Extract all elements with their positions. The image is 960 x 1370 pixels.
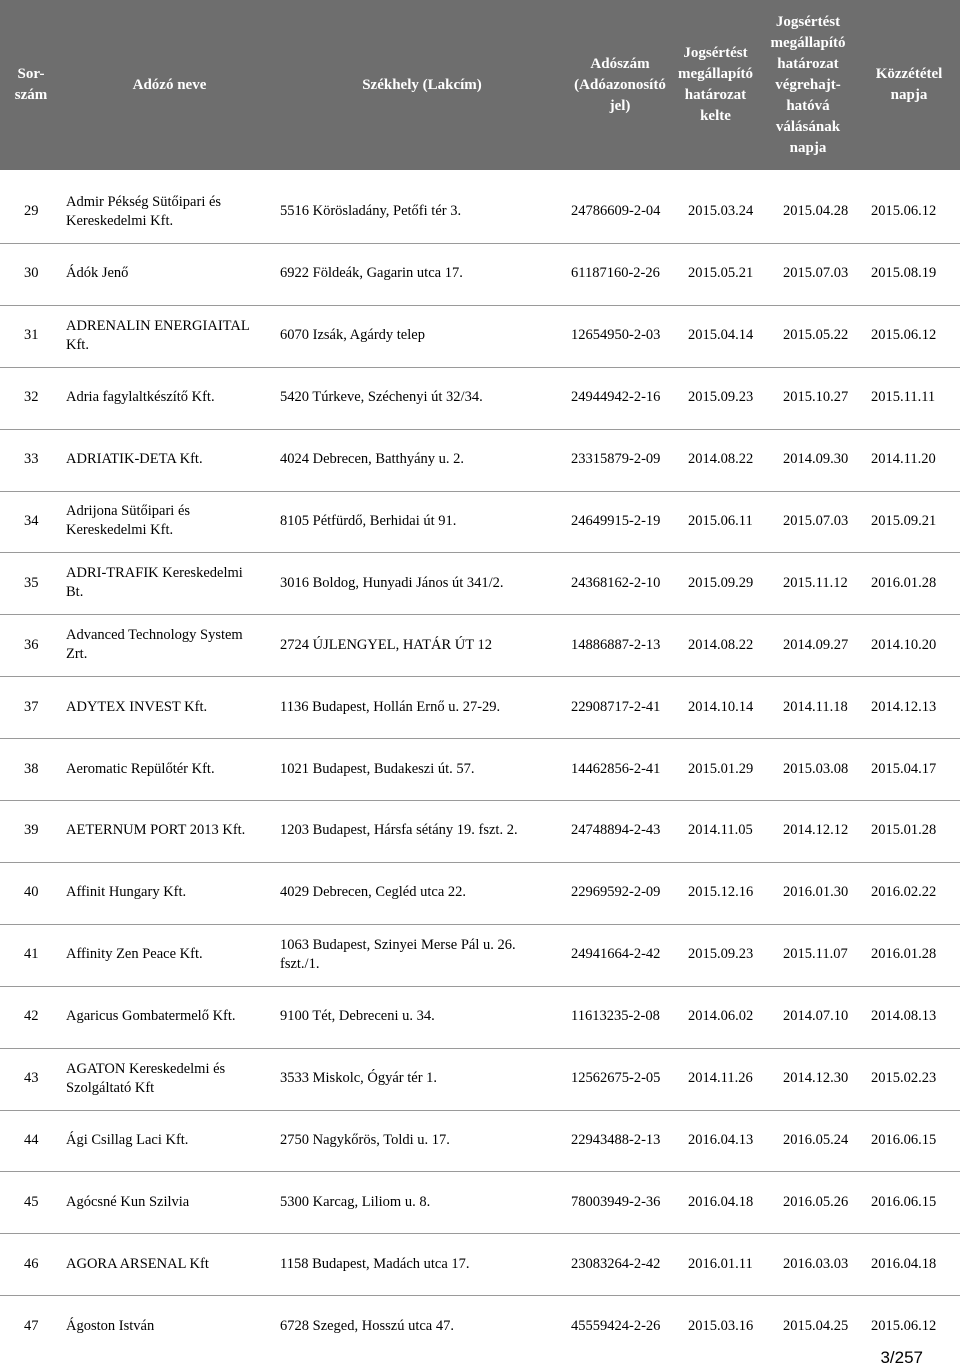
tax-id: 61187160-2-26 (571, 265, 660, 282)
decision-date: 2016.04.13 (688, 1131, 754, 1148)
taxpayer-name: AETERNUM PORT 2013 Kft. (66, 822, 246, 839)
decision-date: 2015.03.16 (688, 1317, 754, 1334)
table-row (0, 1299, 960, 1353)
row-number: 40 (24, 884, 39, 901)
tax-id: 24748894-2-43 (571, 822, 661, 839)
header-publication-date: Közzététel napja (875, 66, 943, 103)
address: 1063 Budapest, Szinyei Merse Pál u. 26. fszt./1. (280, 936, 516, 972)
table-header (0, 0, 960, 170)
row-number: 45 (24, 1193, 39, 1210)
publication-date: 2016.06.15 (871, 1131, 937, 1148)
publication-date: 2016.01.28 (871, 574, 937, 591)
enforceable-date: 2015.05.22 (783, 327, 849, 344)
row-number: 33 (24, 451, 39, 468)
row-divider (0, 800, 960, 801)
enforceable-date: 2014.09.30 (783, 451, 849, 468)
address: 6728 Szeged, Hosszú utca 47. (280, 1317, 454, 1334)
header-taxpayer-name: Adózó neve (132, 76, 207, 93)
row-divider (0, 1171, 960, 1172)
decision-date: 2014.08.22 (688, 451, 754, 468)
tax-id: 24786609-2-04 (571, 203, 661, 220)
tax-id: 12562675-2-05 (571, 1070, 661, 1087)
enforceable-date: 2014.07.10 (783, 1008, 849, 1025)
decision-date: 2016.04.18 (688, 1193, 754, 1210)
taxpayer-name: Advanced Technology System Zrt. (66, 627, 243, 663)
row-number: 36 (24, 636, 39, 653)
address: 3016 Boldog, Hunyadi János út 341/2. (280, 574, 504, 591)
row-number: 42 (24, 1008, 39, 1025)
taxpayer-name: ADRI-TRAFIK Kereskedelmi Bt. (66, 565, 243, 601)
taxpayer-name: Admir Pékség Sütőipari és Kereskedelmi Kft. (66, 193, 222, 229)
decision-date: 2014.11.26 (688, 1070, 753, 1087)
row-divider (0, 243, 960, 244)
decision-date: 2015.01.29 (688, 760, 754, 777)
table-row (0, 1052, 960, 1106)
row-number: 44 (24, 1131, 39, 1148)
enforceable-date: 2015.11.07 (783, 946, 848, 963)
row-divider (0, 738, 960, 739)
tax-id: 22943488-2-13 (571, 1131, 661, 1148)
enforceable-date: 2014.09.27 (783, 636, 849, 653)
address: 5516 Körösladány, Petőfi tér 3. (280, 203, 462, 220)
enforceable-date: 2015.07.03 (783, 512, 849, 529)
enforceable-date: 2015.10.27 (783, 389, 849, 406)
table-row (0, 928, 960, 982)
enforceable-date: 2014.12.12 (783, 822, 849, 839)
decision-date: 2015.06.11 (688, 512, 753, 529)
taxpayer-name: ADRIATIK-DETA Kft. (66, 451, 203, 468)
decision-date: 2015.12.16 (688, 884, 754, 901)
publication-date: 2014.10.20 (871, 636, 937, 653)
decision-date: 2015.09.23 (688, 946, 754, 963)
table-row (0, 371, 960, 425)
taxpayer-name: Ági Csillag Laci Kft. (66, 1131, 189, 1148)
publication-date: 2015.02.23 (871, 1070, 937, 1087)
publication-date: 2016.02.22 (871, 884, 937, 901)
row-divider (0, 367, 960, 368)
enforceable-date: 2015.04.28 (783, 203, 849, 220)
row-divider (0, 491, 960, 492)
decision-date: 2014.08.22 (688, 636, 754, 653)
tax-id: 22908717-2-41 (571, 698, 661, 715)
row-number: 35 (24, 574, 39, 591)
decision-date: 2015.09.29 (688, 574, 754, 591)
table-row (0, 804, 960, 858)
publication-date: 2015.11.11 (871, 389, 936, 406)
taxpayer-name: Adria fagylaltkészítő Kft. (66, 389, 215, 406)
row-divider (0, 429, 960, 430)
taxpayer-name: Agaricus Gombatermelő Kft. (66, 1008, 236, 1025)
tax-id: 45559424-2-26 (571, 1317, 661, 1334)
row-number: 46 (24, 1255, 39, 1272)
address: 5420 Túrkeve, Széchenyi út 32/34. (280, 389, 483, 406)
tax-id: 23315879-2-09 (571, 451, 661, 468)
table-row (0, 866, 960, 920)
table-row (0, 247, 960, 301)
table-row (0, 185, 960, 239)
page-number: 3/257 (880, 1348, 923, 1367)
header-address: Székhely (Lakcím) (362, 76, 482, 93)
publication-date: 2016.04.18 (871, 1255, 937, 1272)
publication-date: 2015.04.17 (871, 760, 937, 777)
publication-date: 2015.06.12 (871, 327, 937, 344)
address: 1136 Budapest, Hollán Ernő u. 27-29. (280, 698, 501, 715)
table-row (0, 742, 960, 796)
enforceable-date: 2015.04.25 (783, 1317, 849, 1334)
address: 1021 Budapest, Budakeszi út. 57. (280, 760, 475, 777)
taxpayer-name: Aeromatic Repülőtér Kft. (66, 760, 215, 777)
row-number: 29 (24, 203, 39, 220)
address: 4029 Debrecen, Cegléd utca 22. (280, 884, 467, 901)
publication-date: 2015.06.12 (871, 1317, 937, 1334)
row-number: 34 (24, 512, 39, 529)
row-number: 38 (24, 760, 39, 777)
table-row (0, 495, 960, 549)
decision-date: 2016.01.11 (688, 1255, 753, 1272)
row-divider (0, 305, 960, 306)
publication-date: 2016.01.28 (871, 946, 937, 963)
publication-date: 2016.06.15 (871, 1193, 937, 1210)
tax-id: 24649915-2-19 (571, 512, 661, 529)
tax-id: 14462856-2-41 (571, 760, 661, 777)
address: 9100 Tét, Debreceni u. 34. (280, 1008, 435, 1025)
enforceable-date: 2014.12.30 (783, 1070, 849, 1087)
address: 6070 Izsák, Agárdy telep (280, 327, 425, 344)
enforceable-date: 2016.01.30 (783, 884, 849, 901)
publication-date: 2014.08.13 (871, 1008, 937, 1025)
address: 8105 Pétfürdő, Berhidai út 91. (280, 512, 457, 529)
row-divider (0, 924, 960, 925)
enforceable-date: 2016.03.03 (783, 1255, 849, 1272)
table-row (0, 1114, 960, 1168)
address: 6922 Földeák, Gagarin utca 17. (280, 265, 463, 282)
address: 3533 Miskolc, Ógyár tér 1. (280, 1070, 438, 1087)
decision-date: 2015.09.23 (688, 389, 754, 406)
decision-date: 2014.06.02 (688, 1008, 754, 1025)
publication-date: 2014.11.20 (871, 451, 936, 468)
taxpayer-name: Ádók Jenő (66, 265, 129, 282)
tax-id: 12654950-2-03 (571, 327, 661, 344)
table-row (0, 556, 960, 610)
decision-date: 2014.10.14 (688, 698, 754, 715)
decision-date: 2015.05.21 (688, 265, 754, 282)
decision-date: 2014.11.05 (688, 822, 753, 839)
row-divider (0, 676, 960, 677)
enforceable-date: 2015.03.08 (783, 760, 849, 777)
tax-id: 23083264-2-42 (571, 1255, 661, 1272)
header-row-number: Sor- szám (14, 66, 48, 103)
publication-date: 2015.01.28 (871, 822, 937, 839)
row-divider (0, 1295, 960, 1296)
tax-id: 22969592-2-09 (571, 884, 661, 901)
table-row (0, 1237, 960, 1291)
address: 4024 Debrecen, Batthyány u. 2. (280, 451, 465, 468)
publication-date: 2015.09.21 (871, 512, 937, 529)
row-number: 32 (24, 389, 39, 406)
enforceable-date: 2015.11.12 (783, 574, 848, 591)
address: 1203 Budapest, Hársfa sétány 19. fszt. 2. (280, 822, 518, 839)
row-number: 47 (24, 1317, 39, 1334)
header-decision-date: Jogsértést megállapító határozat kelte (678, 45, 753, 124)
row-divider (0, 986, 960, 987)
taxpayer-name: AGATON Kereskedelmi és Szolgáltató Kft (66, 1060, 226, 1096)
table-row (0, 680, 960, 734)
publication-date: 2015.08.19 (871, 265, 937, 282)
table-row (0, 1175, 960, 1229)
decision-date: 2015.04.14 (688, 327, 754, 344)
row-number: 43 (24, 1070, 39, 1087)
header-tax-id: Adószám (Adóazonosító jel) (574, 55, 666, 114)
enforceable-date: 2015.07.03 (783, 265, 849, 282)
taxpayer-name: Agócsné Kun Szilvia (66, 1193, 190, 1210)
header-enforceable-date: Jogsértést megállapító határozat végrehajt- hatóvá válásának napja (770, 13, 846, 156)
taxpayer-name: AGORA ARSENAL Kft (66, 1255, 209, 1272)
address: 2724 ÚJLENGYEL, HATÁR ÚT 12 (280, 636, 492, 653)
row-divider (0, 1110, 960, 1111)
taxpayer-name: Affinity Zen Peace Kft. (66, 946, 203, 963)
tax-id: 24941664-2-42 (571, 946, 661, 963)
enforceable-date: 2014.11.18 (783, 698, 848, 715)
row-divider (0, 614, 960, 615)
row-number: 30 (24, 265, 39, 282)
enforceable-date: 2016.05.26 (783, 1193, 849, 1210)
row-number: 37 (24, 698, 39, 715)
publication-date: 2015.06.12 (871, 203, 937, 220)
taxpayer-name: Affinit Hungary Kft. (66, 884, 187, 901)
tax-id: 24368162-2-10 (571, 574, 661, 591)
row-divider (0, 552, 960, 553)
taxpayer-name: Ágoston István (66, 1317, 155, 1334)
taxpayer-name: ADYTEX INVEST Kft. (66, 698, 208, 715)
tax-id: 14886887-2-13 (571, 636, 661, 653)
tax-id: 11613235-2-08 (571, 1008, 660, 1025)
row-number: 41 (24, 946, 39, 963)
publication-date: 2014.12.13 (871, 698, 937, 715)
address: 5300 Karcag, Liliom u. 8. (280, 1193, 431, 1210)
address: 2750 Nagykőrös, Toldi u. 17. (280, 1131, 450, 1148)
row-number: 31 (24, 327, 39, 344)
enforceable-date: 2016.05.24 (783, 1131, 849, 1148)
taxpayer-name: ADRENALIN ENERGIAITAL Kft. (66, 317, 250, 353)
row-divider (0, 1233, 960, 1234)
table-row (0, 990, 960, 1044)
taxpayer-name: Adrijona Sütőipari és Kereskedelmi Kft. (66, 503, 191, 539)
tax-id: 24944942-2-16 (571, 389, 661, 406)
row-number: 39 (24, 822, 39, 839)
row-divider (0, 862, 960, 863)
address: 1158 Budapest, Madách utca 17. (280, 1255, 470, 1272)
table-row (0, 309, 960, 363)
tax-id: 78003949-2-36 (571, 1193, 661, 1210)
decision-date: 2015.03.24 (688, 203, 754, 220)
table-row (0, 433, 960, 487)
row-divider (0, 1048, 960, 1049)
table-row (0, 618, 960, 672)
